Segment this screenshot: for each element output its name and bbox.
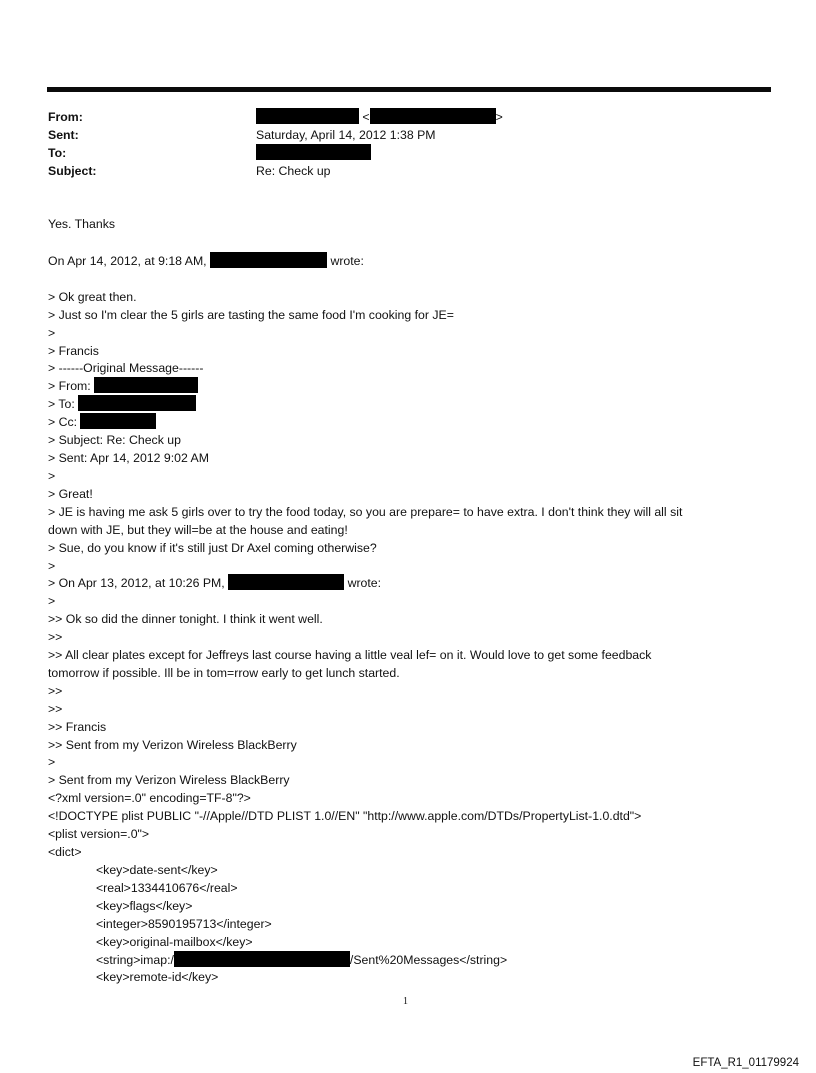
body-line: <key>original-mailbox</key>: [96, 935, 253, 949]
body-line: > Great!: [48, 487, 93, 501]
body-line: >> All clear plates except for Jeffreys last course having a little veal lef= on it. Would love to get some feedback: [48, 648, 652, 662]
line-text: wrote:: [347, 576, 382, 590]
sent-label: Sent:: [48, 128, 79, 142]
body-line: <key>remote-id</key>: [96, 970, 219, 984]
page-number: 1: [403, 996, 408, 1007]
body-line: >> Sent from my Verizon Wireless BlackBerry: [48, 738, 297, 752]
line-text: <string>imap:/: [96, 953, 174, 967]
header-rule: [47, 87, 771, 92]
body-line: <plist version=.0">: [48, 827, 150, 841]
redaction-box: [210, 252, 327, 268]
body-line: <integer>8590195713</integer>: [96, 917, 272, 931]
body-line: <real>1334410676</real>: [96, 881, 238, 895]
line-text: > From:: [48, 379, 91, 393]
redaction-box: [78, 395, 196, 411]
redaction-box: [94, 377, 198, 393]
body-line: [48, 377, 198, 395]
redaction-box: [174, 951, 350, 967]
line-text: > On Apr 13, 2012, at 10:26 PM,: [48, 576, 225, 590]
body-line: > Ok great then.: [48, 290, 137, 304]
body-line: [96, 951, 507, 969]
body-line: tomorrow if possible. Ill be in tom=rrow early to get lunch started.: [48, 666, 400, 680]
body-line: <?xml version=.0" encoding=TF-8"?>: [48, 791, 251, 805]
body-line: down with JE, but they will=be at the house and eating!: [48, 523, 348, 537]
from-label: From:: [48, 110, 83, 124]
line-text: > To:: [48, 397, 75, 411]
from-lt: <: [362, 110, 370, 124]
body-line: > ------Original Message------: [48, 361, 204, 375]
body-line: > Just so I'm clear the 5 girls are tasting the same food I'm cooking for JE=: [48, 308, 454, 322]
body-line: [48, 574, 381, 592]
body-line: > Sue, do you know if it's still just Dr Axel coming otherwise?: [48, 541, 377, 555]
body-line: > Sent: Apr 14, 2012 9:02 AM: [48, 451, 210, 465]
body-line: >> Ok so did the dinner tonight. I think it went well.: [48, 612, 323, 626]
subject-label: Subject:: [48, 164, 97, 178]
line-text: > Cc:: [48, 415, 78, 429]
body-line: >>: [48, 684, 63, 698]
sent-value: Saturday, April 14, 2012 1:38 PM: [256, 128, 436, 142]
body-line: > Subject: Re: Check up: [48, 433, 181, 447]
body-line: [48, 395, 196, 413]
body-line: <!DOCTYPE plist PUBLIC "-//Apple//DTD PLIST 1.0//EN" "http://www.apple.com/DTDs/PropertyList-1.0.dtd">: [48, 809, 642, 823]
body-line: >: [48, 326, 56, 340]
body-line: > Sent from my Verizon Wireless BlackBerry: [48, 773, 290, 787]
line-text: wrote:: [330, 254, 364, 268]
to-value: [256, 144, 371, 162]
body-line: <key>date-sent</key>: [96, 863, 218, 877]
body-line: >: [48, 755, 56, 769]
body-line: >: [48, 469, 56, 483]
body-line: Yes. Thanks: [48, 217, 115, 231]
redaction-box: [256, 108, 359, 124]
redaction-box: [256, 144, 371, 160]
redaction-box: [228, 574, 344, 590]
from-value: [256, 108, 503, 126]
line-text: /Sent%20Messages</string>: [349, 953, 508, 967]
line-text: On Apr 14, 2012, at 9:18 AM,: [48, 254, 207, 268]
body-line: >: [48, 594, 56, 608]
body-line: >> Francis: [48, 720, 107, 734]
body-line: <dict>: [48, 845, 82, 859]
document-id: EFTA_R1_01179924: [692, 1057, 799, 1069]
body-line: >: [48, 559, 56, 573]
to-label: To:: [48, 146, 67, 160]
body-line: [48, 252, 364, 270]
redaction-box: [370, 108, 496, 124]
redaction-box: [80, 413, 156, 429]
from-gt: >: [495, 110, 503, 124]
body-line: > JE is having me ask 5 girls over to try the food today, so you are prepare= to have extra. I don't think they will all sit: [48, 505, 683, 519]
body-line: >>: [48, 702, 63, 716]
subject-value: Re: Check up: [256, 164, 331, 178]
body-line: <key>flags</key>: [96, 899, 193, 913]
body-line: > Francis: [48, 344, 99, 358]
body-line: >>: [48, 630, 63, 644]
body-line: [48, 413, 156, 431]
